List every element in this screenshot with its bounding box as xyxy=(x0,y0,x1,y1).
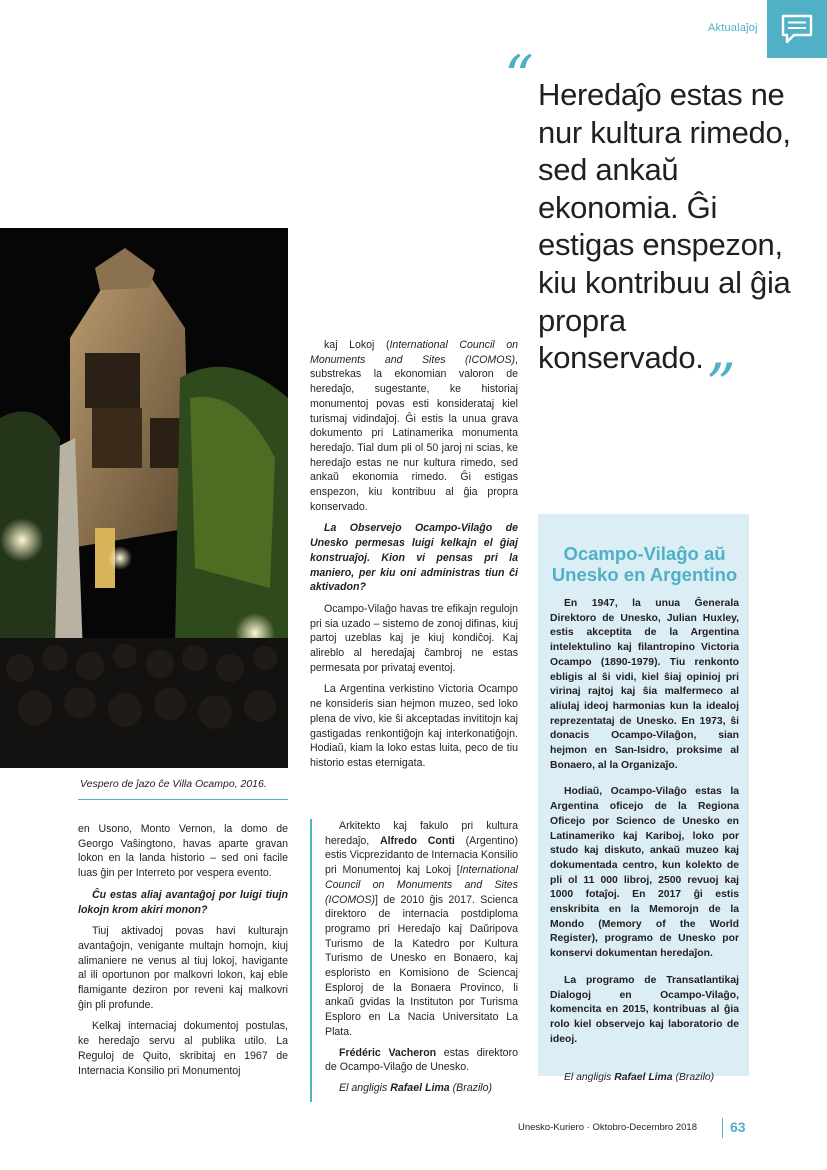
section-label: Aktualaĵoj xyxy=(708,22,758,34)
pull-quote-open-mark: “ xyxy=(504,43,534,111)
bio-paragraph: Arkitekto kaj fakulo pri kultura heredaĵo, Alfredo Conti (Argentino) estis Vicprezidanto de Internacia Konsilio pri Monumentoj kaj Lokoj [International Council on Monuments and Sites (ICOMOS)] de 2010 ĝis 2017. Scienca direktoro de internacia postdiploma programo pri Heredaĵo kaj Daŭripova Turismo de la Katedro por Kultura Turismo de Unesko en Bonaero, kaj esploristo en Komisiono de Sciencaj Esploroj de la Bonaera Provinco, li ankaŭ gvidas la Instituton por Turisma Esploro en La Nacia Universitato La Plata. xyxy=(325,820,518,1038)
sidebar-paragraph: Hodiaŭ, Ocampo-Vilaĝo estas la Argentina oficejo de la Regiona Oficejo por Scienco de Unesko en Latinameriko kaj Kariboj, loko por studo kaj diskuto, ankaŭ muzeo kaj dokumentada centro, kun kolekto de pli ol 11 000 libroj, 2500 revuoj kaj 1000 fotaĵoj. En 2017 ĝi estis enskribita en la Memorojn de la Mondo (Memory of the World Register), programo de Unesko por konservi dokumentan heredaĵon. xyxy=(550,786,739,960)
paragraph: Kelkaj internaciaj dokumentoj postulas, ke heredaĵo servu al publika utilo. La Reguloj de Quito, skribitaj en 1967 de Internacia Konsilio pri Monumentoj xyxy=(78,1020,288,1077)
translator-credit: El angligis Rafael Lima (Brazilo) xyxy=(564,1072,715,1084)
section-corner-tab xyxy=(767,0,827,58)
article-column-middle xyxy=(310,338,518,771)
article-column-left xyxy=(78,822,288,1078)
page-number: 63 xyxy=(730,1119,746,1135)
interview-question: La Observejo Ocampo-Vilaĝo de Unesko permesas luigi kelkajn el ĝiaj konstruaĵoj. Kion vi pensas pri la maniero, per kiu oni administras tiun ĉi aktivadon? xyxy=(310,522,518,594)
author-bio xyxy=(310,819,518,1102)
sidebar-paragraph: En 1947, la unua Ĝenerala Direktoro de Unesko, Julian Huxley, estis akceptita de la Argentina intelektulino kaj filantropino Victoria Ocampo (1890-1979). Tiu renkonto ebligis al ŝi vidi, kiel ŝiaj opinioj pri virinaj rajtoj kaj ŝia malfermeco al aliulaj ideoj harmonias kun la idealoj reprezentataj de Unesko. En 1973, ŝi donacis Ocampo-Vilaĝon, sian hejmon en San-Isidro, proksime al Bonaero, al la Organizaĵo. xyxy=(550,598,739,771)
page-footer xyxy=(518,1122,697,1133)
sidebar-paragraph: La programo de Transatlantikaj Dialogoj en Ocampo-Vilaĝo, komencita en 2015, kontribuas al ĝia rolo kiel observejo kaj laboratorio de ideoj. xyxy=(550,974,739,1045)
photo-caption: Vespero de ĵazo ĉe Villa Ocampo, 2016. xyxy=(78,772,288,800)
footer-divider xyxy=(722,1118,723,1138)
paragraph: Ocampo-Vilaĝo havas tre efikajn regulojn pri sia uzado – sistemo de zonoj difinas, kiuj partoj uzeblas kaj je kiuj kondiĉoj. Kaj alireblo al heredaĵaj ĉambroj ne estas permesata por privataj eventoj. xyxy=(310,602,518,674)
paragraph: en Usono, Monto Vernon, la domo de Georgo Vaŝingtono, havas aparte gravan lokon en la landa historio – sed oni facile luas ĝin per Interreto por vespera evento. xyxy=(78,823,288,880)
interview-question: Ĉu estas aliaj avantaĝoj por luigi tiujn lokojn krom akiri monon? xyxy=(78,888,288,916)
paragraph: kaj Lokoj (International Council on Monuments and Sites (ICOMOS), substrekas la ekonomian valoron de heredaĵo, sugestante, ke historiaj monumentoj povas esti konsiderataj kiel turismaj vidindaĵoj. Ĝi estis la unua grava dokumento pri Latinamerika monumenta heredaĵo. Tial dum pli ol 50 jaroj ni scias, ke heredaĵo estas ne nur kultura rimedo, sed ankaŭ ekonomia rimedo. Ĝi estigas enspezon, kiu kontribuu al ĝia propra konservado. xyxy=(310,339,518,513)
pull-quote: Heredaĵo estas ne nur kultura rimedo, sed ankaŭ ekonomia. Ĝi estigas enspezon, kiu kontribuu al ĝia propra konservado. xyxy=(538,77,791,376)
sidebar-box-title: Ocampo-Vilaĝo aŭ Unesko en Argentino xyxy=(551,543,738,585)
publication-name: Unesko-Kuriero · Oktobro-Decembro 2018 xyxy=(518,1122,697,1133)
villa-ocampo-night-photo xyxy=(0,228,288,768)
paragraph: Tiuj aktivadoj povas havi kulturajn avantaĝojn, venigante multajn homojn, kiuj alimaniere ne venus al tiuj lokoj, havigante al ili oportunon por malkovri lokon, kaj eble flamigante deziron por reveni kaj malkovri ĝin pli profunde. xyxy=(78,925,288,1011)
bio-paragraph: Frédéric Vacheron estas direktoro de Ocampo-Vilaĝo de Unesko. xyxy=(325,1046,518,1074)
translator-credit: El angligis Rafael Lima (Brazilo) xyxy=(339,1081,493,1094)
sidebar-box xyxy=(538,514,749,1084)
paragraph: La Argentina verkistino Victoria Ocampo ne konsideris sian hejmon muzeo, sed loko plena de vivo, kie ŝi akceptadas invititojn kaj gastigadas renkontiĝojn kaj interkonatiĝojn. Hodiaŭ, kiam la loko estas luita, peco de tiu historio estas eternigata. xyxy=(310,683,518,769)
pull-quote-close-mark: ” xyxy=(706,351,736,419)
